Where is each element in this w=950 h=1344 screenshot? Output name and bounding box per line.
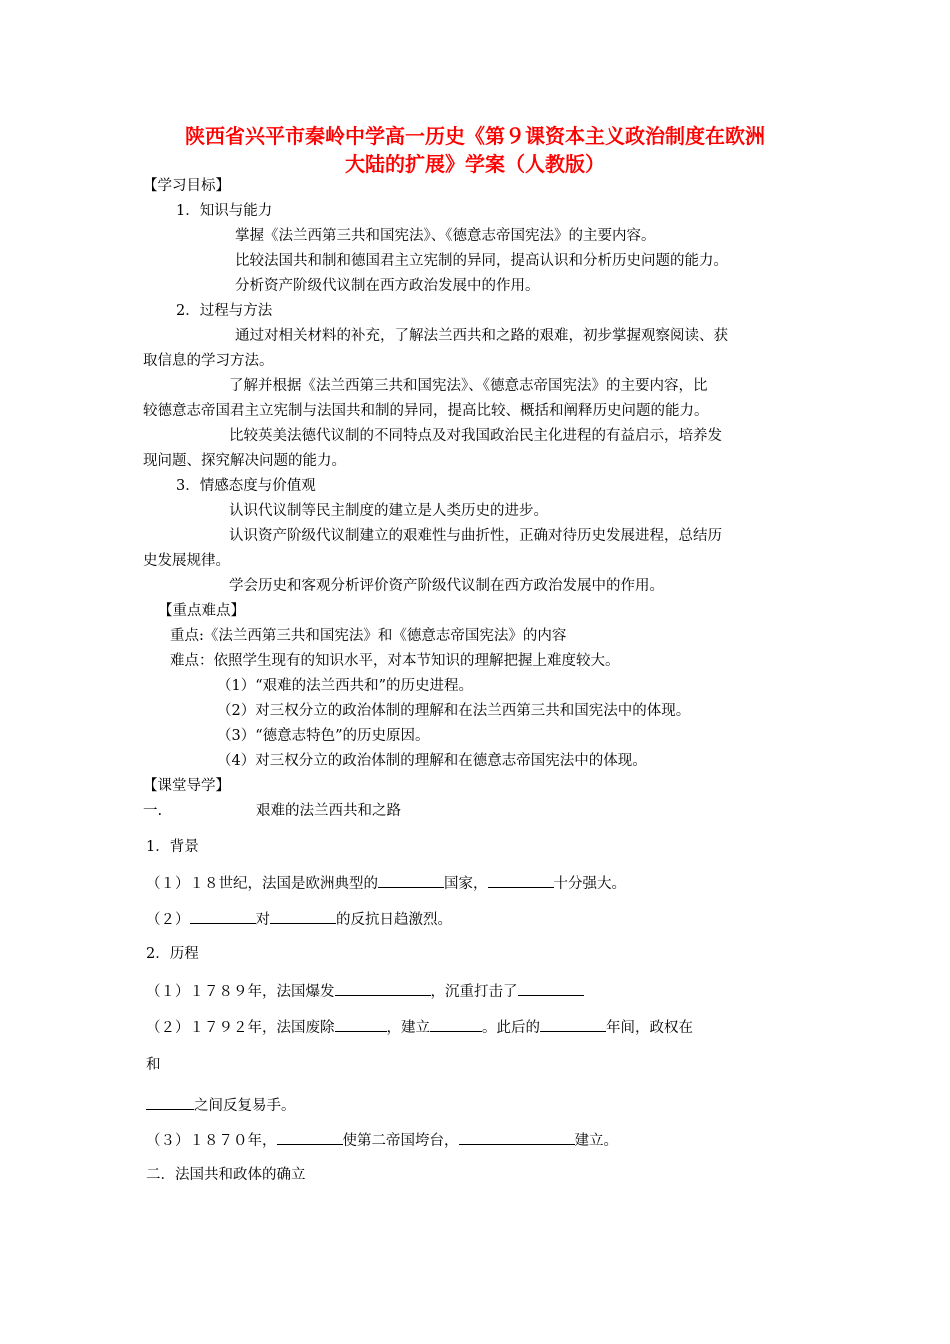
text-run: 十分强大。 [553,876,626,892]
process-item-2 [146,1016,693,1038]
text-run: （３）１８７０年， [146,1133,277,1149]
text-run: 的反抗日趋激烈。 [336,912,452,928]
objectives-s2-paragraph: 比较英美法德代议制的不同特点及对我国政治民主化进程的有益启示，培养发 [229,428,722,444]
objectives-s1-item: 比较法国共和制和德国君主立宪制的异同，提高认识和分析历史问题的能力。 [235,253,728,269]
guide-header: 【课堂导学】 [143,778,230,794]
objectives-s2-paragraph: 现问题、探究解决问题的能力。 [143,453,346,469]
fill-blank[interactable] [190,908,256,924]
fill-blank[interactable] [540,1016,606,1032]
fill-blank[interactable] [459,1129,575,1145]
text-run: 之间反复易手。 [194,1098,296,1114]
objectives-s3-title: 3．情感态度与价值观 [176,478,316,494]
objectives-s1-item: 掌握《法兰西第三共和国宪法》、《德意志帝国宪法》的主要内容。 [235,228,656,244]
text-run: 使第二帝国垮台， [342,1133,459,1149]
fill-blank[interactable] [146,1094,194,1110]
text-run: （２）１７９２年，法国废除 [146,1020,335,1036]
objectives-s2-paragraph: 通过对相关材料的补充，了解法兰西共和之路的艰难，初步掌握观察阅读、获 [235,328,728,344]
text-run: 年间，政权在 [606,1020,693,1036]
document-title-line2: 大陆的扩展》学案（人教版） [345,152,605,176]
process-title: 2．历程 [146,946,199,962]
objectives-s2-paragraph: 了解并根据《法兰西第三共和国宪法》、《德意志帝国宪法》的主要内容，比 [229,378,708,394]
document-title-line1: 陕西省兴平市秦岭中学高一历史《第９课资本主义政治制度在欧洲 [185,124,765,148]
process-item-2-cont: 和 [146,1057,161,1073]
objectives-s3-paragraph: 认识资产阶级代议制建立的艰难性与曲折性，正确对待历史发展进程，总结历 [229,528,722,544]
keypoints-item: （2）对三权分立的政治体制的理解和在法兰西第三共和国宪法中的体现。 [217,703,691,719]
objectives-s3-paragraph: 史发展规律。 [143,553,230,569]
keypoints-focus: 重点:《法兰西第三共和国宪法》和《德意志帝国宪法》的内容 [170,628,567,644]
section1-title: 艰难的法兰西共和之路 [256,803,401,819]
keypoints-item: （3）“德意志特色”的历史原因。 [217,728,430,744]
objectives-s2-paragraph: 取信息的学习方法。 [143,353,274,369]
fill-blank[interactable] [270,908,336,924]
keypoints-header: 【重点难点】 [158,603,245,619]
fill-blank[interactable] [518,980,584,996]
text-run: ，建立 [386,1020,430,1036]
fill-blank[interactable] [488,872,554,888]
process-item-1 [146,980,584,1002]
section2-title: 二．法国共和政体的确立 [146,1167,306,1183]
objectives-s1-title: 1．知识与能力 [176,203,273,219]
background-item-1 [146,872,626,894]
text-run: 。此后的 [482,1020,540,1036]
process-item-2-end [146,1094,296,1116]
background-title: 1．背景 [146,839,199,855]
objectives-s3-paragraph: 认识代议制等民主制度的建立是人类历史的进步。 [229,503,548,519]
objectives-s2-title: 2．过程与方法 [176,303,273,319]
text-run: （１）１７８９年，法国爆发 [146,984,335,1000]
fill-blank[interactable] [378,872,444,888]
text-run: ，沉重打击了 [430,984,518,1000]
section1-number: 一. [143,803,163,819]
text-run: 国家， [444,876,488,892]
text-run: （２） [146,912,190,928]
keypoints-item: （1）“艰难的法兰西共和”的历史进程。 [217,678,474,694]
text-run: （１）１８世纪，法国是欧洲典型的 [146,876,378,892]
keypoints-item: （4）对三权分立的政治体制的理解和在德意志帝国宪法中的体现。 [217,753,647,769]
process-item-3 [146,1129,618,1151]
objectives-header: 【学习目标】 [143,178,230,194]
objectives-s1-item: 分析资产阶级代议制在西方政治发展中的作用。 [235,278,540,294]
fill-blank[interactable] [277,1129,343,1145]
fill-blank[interactable] [430,1016,482,1032]
keypoints-difficulty: 难点：依照学生现有的知识水平，对本节知识的理解把握上难度较大。 [170,653,620,669]
text-run: 对 [255,912,270,928]
text-run: 建立。 [574,1133,618,1149]
background-item-2 [146,908,452,930]
objectives-s3-paragraph: 学会历史和客观分析评价资产阶级代议制在西方政治发展中的作用。 [229,578,664,594]
fill-blank[interactable] [335,980,431,996]
objectives-s2-paragraph: 较德意志帝国君主立宪制与法国共和制的异同，提高比较、概括和阐释历史问题的能力。 [143,403,709,419]
fill-blank[interactable] [335,1016,387,1032]
